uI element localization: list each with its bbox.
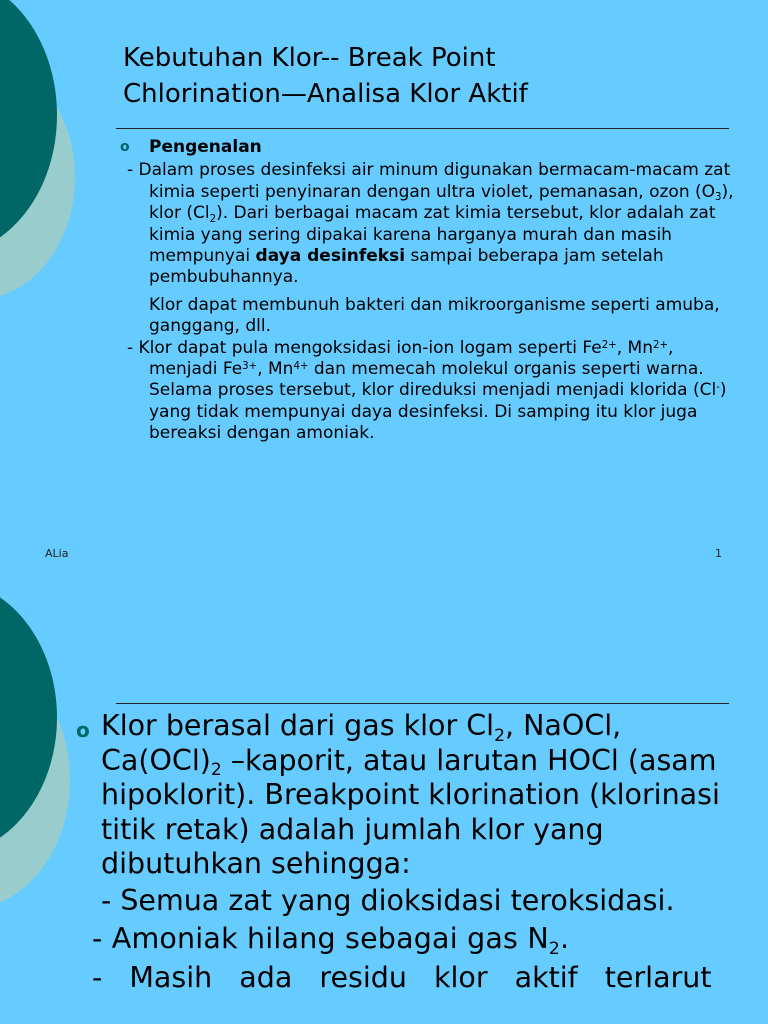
text-run: - Dalam proses desinfeksi air minum digunakan bermacam-macam zat kimia seperti penyinaran dengan ultra violet, pemanasan, ozon (O [127,160,731,202]
text-run: ) yang tidak mempunyai daya desinfeksi. Di samping itu klor juga bereaksi dengan amoniak. [149,380,727,444]
list-item: - Semua zat yang dioksidasi teroksidasi. [101,883,675,917]
title-divider [116,703,729,704]
text-run: ), klor (Cl [149,181,734,224]
paragraph-oxidation [115,338,735,445]
superscript: 2+ [652,339,669,351]
slide-body [115,137,735,445]
superscript: 4+ [293,360,309,372]
superscript: - [716,382,720,394]
text-run: sampai beberapa jam setelah pembubuhannya. [149,246,664,288]
section-heading: Pengenalan [149,137,262,157]
text-run: Klor berasal dari gas klor Cl [101,709,495,742]
paragraph-main [72,709,722,882]
paragraph-bacteria: Klor dapat membunuh bakteri dan mikroorganisme seperti amuba, ganggang, dll. [149,294,720,337]
subscript: 2 [210,760,222,781]
text-run: , menjadi Fe [149,337,674,380]
bullet-item [115,137,735,158]
bold-text: daya desinfeksi [255,246,406,267]
subscript: 2 [548,938,560,959]
title-line-2: Chlorination—Analisa Klor Aktif [123,79,528,109]
footer-author: ALia [45,547,69,560]
slide-2 [0,570,768,1024]
title-divider [116,128,729,129]
text-run: - Klor dapat pula mengoksidasi ion-ion logam seperti Fe [127,337,602,358]
text-run: dan memecah molekul organis seperti warna. Selama proses tersebut, klor direduksi menjadi menjadi klorida (Cl [149,359,717,401]
slide-body [72,709,722,995]
text-run: , Mn [616,337,653,358]
subscript: 3 [715,192,722,204]
bullet-icon: o [76,718,90,742]
text-run: - Amoniak hilang sebagai gas N [92,922,549,955]
page-number: 1 [715,547,722,560]
subscript: 2 [494,725,505,746]
paragraph-intro [115,160,735,288]
bullet-icon: o [120,139,130,155]
text-run: ). Dari berbagai macam zat kimia tersebut, klor adalah zat kimia yang sering dipakai karena harganya murah dan masih mempunyai [149,203,716,267]
slide-title [123,40,723,112]
list-item: - Masih ada residu klor aktif terlarut [92,960,712,994]
title-line-1: Kebutuhan Klor-- Break Point [123,43,496,73]
text-run: –kaporit, atau larutan HOCl (asam hipoklorit). Breakpoint klorination (klorinasi titik retak) adalah jumlah klor yang dibutuhkan sehingga: [101,743,720,880]
superscript: 2+ [601,339,617,351]
list-item [72,922,722,957]
superscript: 3+ [242,360,258,372]
subscript: 2 [209,213,217,225]
text-run: . [559,922,570,955]
text-run: , Mn [257,359,294,380]
text-run: , NaOCl, Ca(OCl) [101,709,622,777]
